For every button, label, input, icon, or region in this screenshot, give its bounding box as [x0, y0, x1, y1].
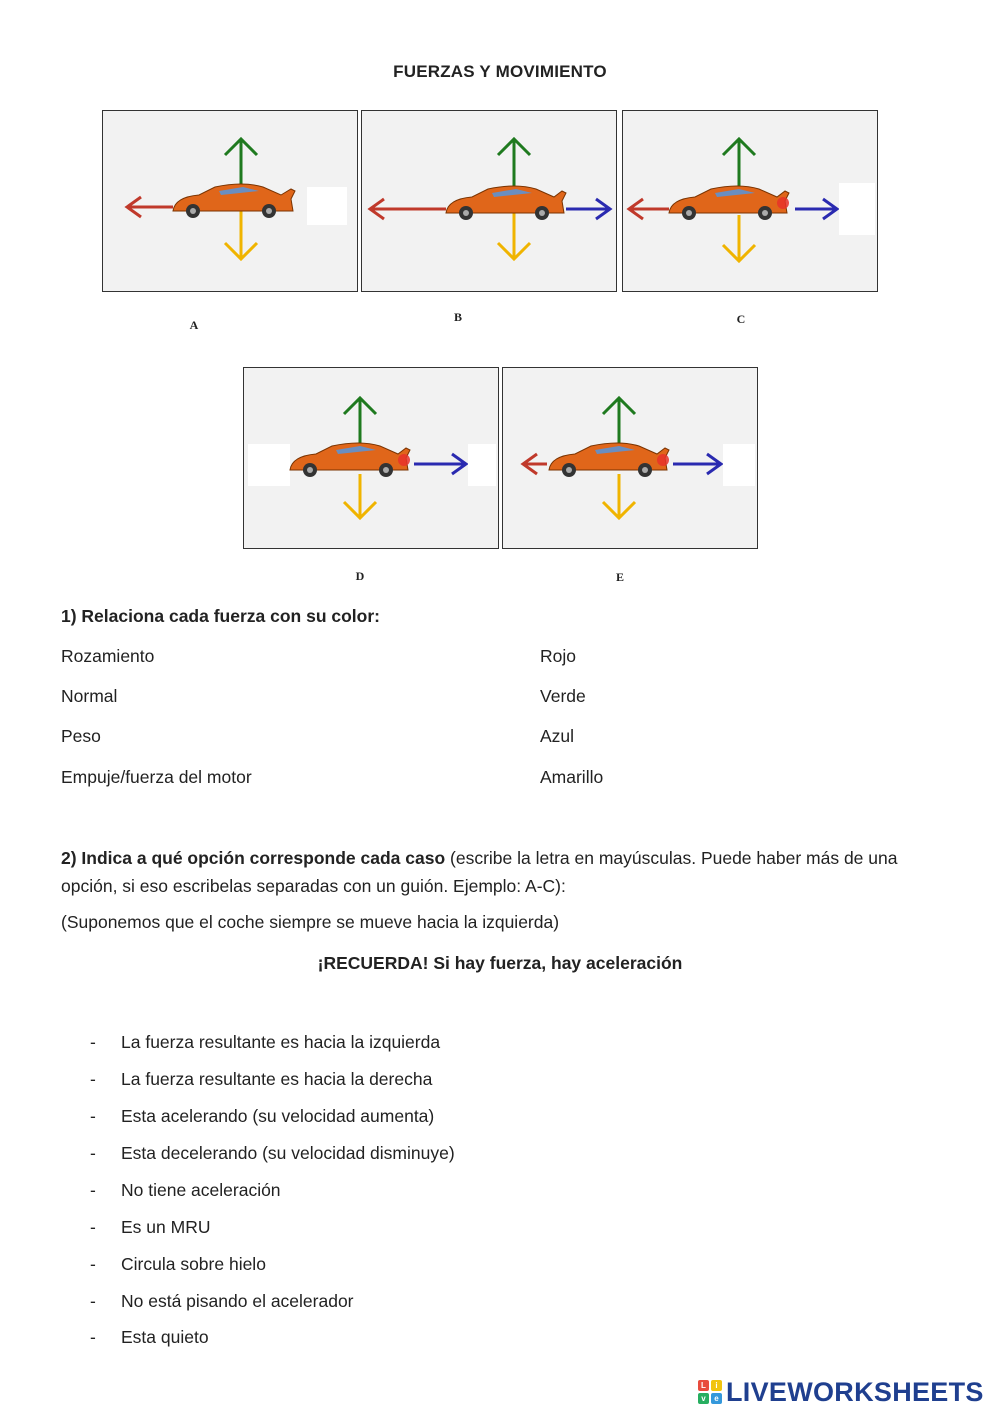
list-item — [90, 1106, 434, 1127]
list-item-text: Es un MRU — [121, 1217, 211, 1237]
list-item — [90, 1254, 266, 1275]
panel-e-diagram — [503, 368, 759, 550]
exhaust-flame-icon — [398, 454, 410, 466]
list-item-text: Esta acelerando (su velocidad aumenta) — [121, 1106, 435, 1126]
bullet: - — [90, 1217, 96, 1237]
car-icon — [446, 186, 566, 220]
list-item — [90, 1327, 209, 1348]
list-item — [90, 1032, 440, 1053]
panel-label-a: A — [189, 318, 199, 332]
panel-label-d: D — [355, 569, 365, 583]
panel-b-diagram — [362, 111, 618, 293]
logo-letter: v — [698, 1393, 709, 1404]
panel-b — [361, 110, 617, 292]
bullet: - — [90, 1291, 96, 1311]
list-item-text: Esta quieto — [121, 1327, 209, 1347]
section2-heading-rest: (escribe la letra en mayúsculas. Puede haber más de una opción, si eso escribelas separadas con un guión. Ejemplo: A-C): — [61, 848, 898, 896]
list-item — [90, 1217, 210, 1238]
weight-arrow — [498, 211, 530, 259]
normal-arrow — [603, 398, 635, 446]
panel-label-b: B — [453, 310, 462, 324]
car-icon — [669, 186, 789, 220]
panel-d — [243, 367, 499, 549]
friction-arrow — [127, 197, 173, 217]
exhaust-flame-icon — [657, 454, 669, 466]
bullet: - — [90, 1254, 96, 1274]
blank-box — [468, 444, 496, 486]
color-rojo[interactable]: Rojo — [540, 646, 576, 666]
normal-arrow — [723, 139, 755, 191]
car-icon — [290, 443, 410, 477]
weight-arrow — [603, 474, 635, 518]
car-icon — [549, 443, 669, 477]
car-icon — [173, 184, 295, 218]
panel-a-diagram — [103, 111, 359, 293]
normal-arrow — [498, 139, 530, 191]
panel-c — [622, 110, 878, 292]
panel-e — [502, 367, 758, 549]
panel-a — [102, 110, 358, 292]
list-item — [90, 1180, 281, 1201]
section2-assumption: (Suponemos que el coche siempre se mueve hacia la izquierda) — [61, 912, 560, 932]
weight-arrow — [344, 474, 376, 518]
list-item-text: No tiene aceleración — [121, 1180, 281, 1200]
liveworksheets-brand[interactable] — [698, 1376, 984, 1408]
brand-name: LIVEWORKSHEETS — [726, 1376, 984, 1407]
logo-letter: L — [698, 1380, 709, 1391]
engine-force-arrow — [795, 199, 837, 219]
list-item-text: Esta decelerando (su velocidad disminuye) — [121, 1143, 455, 1163]
panel-d-diagram — [244, 368, 500, 550]
engine-force-arrow — [673, 454, 721, 474]
blank-box — [248, 444, 290, 486]
engine-force-arrow — [414, 454, 466, 474]
weight-arrow — [723, 215, 755, 261]
color-verde[interactable]: Verde — [540, 686, 586, 706]
weight-arrow — [225, 211, 257, 259]
panel-label-c: C — [736, 312, 746, 326]
list-item-text: La fuerza resultante es hacia la derecha — [121, 1069, 433, 1089]
list-item — [90, 1143, 455, 1164]
bullet: - — [90, 1327, 96, 1347]
blank-box — [839, 183, 875, 235]
bullet: - — [90, 1069, 96, 1089]
force-peso[interactable]: Peso — [61, 726, 101, 746]
blank-box — [723, 444, 755, 486]
list-item-text: No está pisando el acelerador — [121, 1291, 354, 1311]
bullet: - — [90, 1106, 96, 1126]
logo-letter: e — [711, 1393, 722, 1404]
color-amarillo[interactable]: Amarillo — [540, 767, 604, 787]
list-item — [90, 1291, 354, 1312]
bullet: - — [90, 1032, 96, 1052]
reminder: ¡RECUERDA! Si hay fuerza, hay aceleración — [317, 953, 683, 973]
bullet: - — [90, 1180, 96, 1200]
exhaust-flame-icon — [777, 197, 789, 209]
liveworksheets-logo-icon — [698, 1380, 722, 1404]
section1-heading: 1) Relaciona cada fuerza con su color: — [61, 606, 380, 626]
panel-label-e: E — [615, 570, 624, 584]
normal-arrow — [344, 398, 376, 446]
color-azul[interactable]: Azul — [540, 726, 575, 746]
force-rozamiento[interactable]: Rozamiento — [61, 646, 155, 666]
normal-arrow — [225, 139, 257, 191]
list-item-text: La fuerza resultante es hacia la izquierda — [121, 1032, 441, 1052]
bullet: - — [90, 1143, 96, 1163]
logo-letter: i — [711, 1380, 722, 1391]
blank-box — [307, 187, 347, 225]
page-title: FUERZAS Y MOVIMIENTO — [393, 62, 607, 81]
force-normal[interactable]: Normal — [61, 686, 118, 706]
list-item — [90, 1069, 432, 1090]
section2-heading-bold: 2) Indica a qué opción corresponde cada caso — [61, 848, 446, 868]
friction-arrow — [523, 454, 547, 474]
force-empuje[interactable]: Empuje/fuerza del motor — [61, 767, 252, 787]
friction-arrow — [370, 199, 446, 219]
friction-arrow — [629, 199, 669, 219]
panel-c-diagram — [623, 111, 879, 293]
section2-heading — [61, 844, 941, 900]
list-item-text: Circula sobre hielo — [121, 1254, 266, 1274]
engine-force-arrow — [566, 199, 610, 219]
